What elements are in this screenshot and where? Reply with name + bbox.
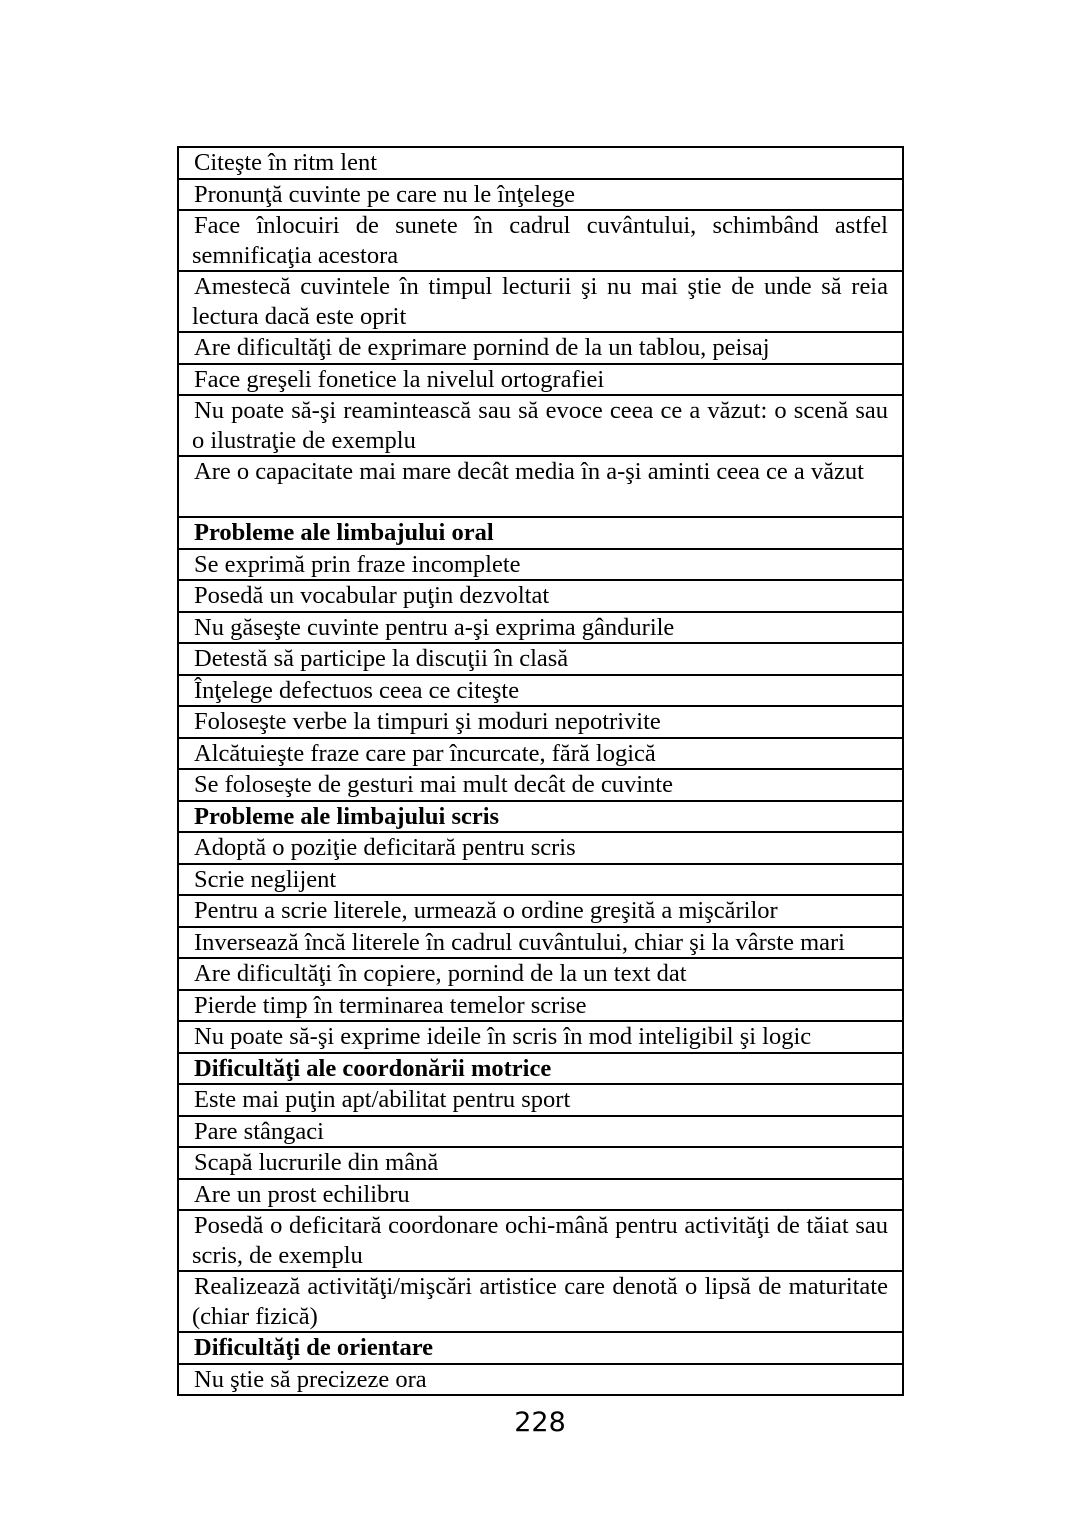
table-row bbox=[178, 895, 903, 927]
table-row bbox=[178, 271, 903, 332]
table-cell: Pronunţă cuvinte pe care nu le înţelege bbox=[178, 179, 903, 211]
table-row bbox=[178, 1179, 903, 1211]
table-cell: Înţelege defectuos ceea ce citeşte bbox=[178, 675, 903, 707]
table-cell: Nu ştie să precizeze ora bbox=[178, 1364, 903, 1396]
criteria-table bbox=[177, 146, 904, 1396]
table-cell: Inversează încă literele în cadrul cuvântului, chiar şi la vârste mari bbox=[178, 927, 903, 959]
table-row bbox=[178, 1210, 903, 1271]
section-header-row bbox=[178, 1053, 903, 1085]
table-row bbox=[178, 1084, 903, 1116]
table-row bbox=[178, 612, 903, 644]
table-row bbox=[178, 1116, 903, 1148]
table-cell: Detestă să participe la discuţii în clasă bbox=[178, 643, 903, 675]
table-cell: Pentru a scrie literele, urmează o ordine greşită a mişcărilor bbox=[178, 895, 903, 927]
table-cell: Pare stângaci bbox=[178, 1116, 903, 1148]
table-cell: Nu poate să-şi reamintească sau să evoce ceea ce a văzut: o scenă sau o ilustraţie de exemplu bbox=[178, 395, 903, 456]
table-cell: Adoptă o poziţie deficitară pentru scris bbox=[178, 832, 903, 864]
table-cell: Nu găseşte cuvinte pentru a-şi exprima gândurile bbox=[178, 612, 903, 644]
table-cell: Este mai puţin apt/abilitat pentru sport bbox=[178, 1084, 903, 1116]
section-header-cell: Probleme ale limbajului oral bbox=[178, 517, 903, 549]
table-row bbox=[178, 1271, 903, 1332]
table-cell: Amestecă cuvintele în timpul lecturii şi nu mai ştie de unde să reia lectura dacă este oprit bbox=[178, 271, 903, 332]
table-row bbox=[178, 864, 903, 896]
table-row bbox=[178, 675, 903, 707]
section-header-cell: Dificultăţi ale coordonării motrice bbox=[178, 1053, 903, 1085]
table-cell: Posedă un vocabular puţin dezvoltat bbox=[178, 580, 903, 612]
table-row bbox=[178, 769, 903, 801]
table-cell: Pierde timp în terminarea temelor scrise bbox=[178, 990, 903, 1022]
table-cell: Are un prost echilibru bbox=[178, 1179, 903, 1211]
table-row bbox=[178, 990, 903, 1022]
table-cell: Posedă o deficitară coordonare ochi-mână pentru activităţi de tăiat sau scris, de exemplu bbox=[178, 1210, 903, 1271]
table-cell: Scrie neglijent bbox=[178, 864, 903, 896]
table-cell: Are dificultăţi de exprimare pornind de la un tablou, peisaj bbox=[178, 332, 903, 364]
table-cell: Nu poate să-şi exprime ideile în scris în mod inteligibil şi logic bbox=[178, 1021, 903, 1053]
criteria-table-body bbox=[178, 147, 903, 1395]
table-cell: Scapă lucrurile din mână bbox=[178, 1147, 903, 1179]
table-cell: Are o capacitate mai mare decât media în a-şi aminti ceea ce a văzut bbox=[178, 456, 903, 517]
table-cell: Realizează activităţi/mişcări artistice care denotă o lipsă de maturitate (chiar fizică) bbox=[178, 1271, 903, 1332]
table-row bbox=[178, 738, 903, 770]
table-cell: Se foloseşte de gesturi mai mult decât de cuvinte bbox=[178, 769, 903, 801]
section-header-row bbox=[178, 801, 903, 833]
table-row bbox=[178, 549, 903, 581]
table-row bbox=[178, 927, 903, 959]
table-cell: Foloseşte verbe la timpuri şi moduri nepotrivite bbox=[178, 706, 903, 738]
table-cell: Face înlocuiri de sunete în cadrul cuvântului, schimbând astfel semnificaţia acestora bbox=[178, 210, 903, 271]
table-row bbox=[178, 395, 903, 456]
table-cell: Alcătuieşte fraze care par încurcate, fără logică bbox=[178, 738, 903, 770]
table-row bbox=[178, 958, 903, 990]
table-row bbox=[178, 643, 903, 675]
section-header-row bbox=[178, 1332, 903, 1364]
section-header-cell: Dificultăţi de orientare bbox=[178, 1332, 903, 1364]
table-row bbox=[178, 706, 903, 738]
table-row bbox=[178, 1364, 903, 1396]
table-row bbox=[178, 179, 903, 211]
section-header-row bbox=[178, 517, 903, 549]
table-cell: Se exprimă prin fraze incomplete bbox=[178, 549, 903, 581]
table-row bbox=[178, 364, 903, 396]
table-row bbox=[178, 832, 903, 864]
table-row bbox=[178, 332, 903, 364]
table-row bbox=[178, 1021, 903, 1053]
table-row bbox=[178, 210, 903, 271]
table-row bbox=[178, 580, 903, 612]
section-header-cell: Probleme ale limbajului scris bbox=[178, 801, 903, 833]
page-number: 228 bbox=[514, 1407, 566, 1438]
table-cell: Are dificultăţi în copiere, pornind de la un text dat bbox=[178, 958, 903, 990]
table-row bbox=[178, 1147, 903, 1179]
table-row bbox=[178, 456, 903, 517]
table-cell: Citeşte în ritm lent bbox=[178, 147, 903, 179]
table-row bbox=[178, 147, 903, 179]
table-cell: Face greşeli fonetice la nivelul ortografiei bbox=[178, 364, 903, 396]
